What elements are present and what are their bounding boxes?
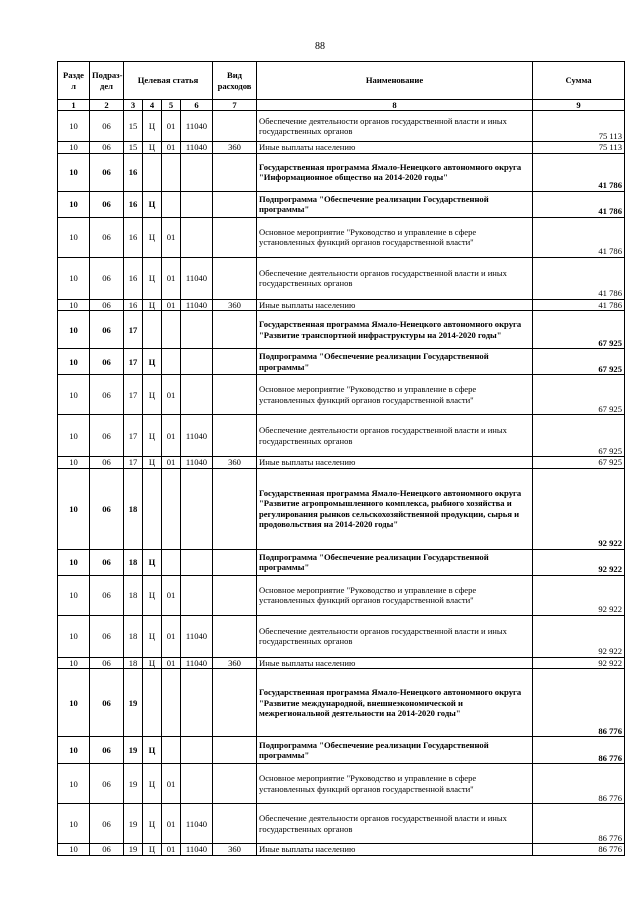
- table-row: [58, 657, 625, 668]
- name-cell: Основное мероприятие "Руководство и управление в сфере установленных функций органов государственной власти": [257, 217, 533, 257]
- measure-code-cell: [162, 468, 181, 549]
- razdel-cell: 10: [58, 764, 90, 804]
- program-code-cell: 18: [124, 549, 143, 575]
- razdel-cell: 10: [58, 153, 90, 191]
- name-cell: Государственная программа Ямало-Ненецкого автономного округа "Развитие транспортной инфраструктуры на 2014-2020 годы": [257, 311, 533, 349]
- name-cell: Основное мероприятие "Руководство и управление в сфере установленных функций органов государственной власти": [257, 375, 533, 415]
- name-cell: Иные выплаты населению: [257, 299, 533, 310]
- measure-code-cell: 01: [162, 844, 181, 855]
- header-tselevaya-statya: Целевая статья: [124, 62, 213, 100]
- vid-rashodov-cell: 360: [213, 299, 257, 310]
- program-code-cell: 19: [124, 764, 143, 804]
- table-row: [58, 764, 625, 804]
- sum-cell: 92 922: [533, 657, 625, 668]
- subprogram-code-cell: Ц: [143, 764, 162, 804]
- table-row: [58, 299, 625, 310]
- sum-cell: 67 925: [533, 375, 625, 415]
- measure-code-cell: 01: [162, 111, 181, 142]
- program-code-cell: 18: [124, 615, 143, 657]
- measure-code-cell: [162, 349, 181, 375]
- program-code-cell: 19: [124, 844, 143, 855]
- measure-code-cell: 01: [162, 217, 181, 257]
- header-naimenovanie: Наименование: [257, 62, 533, 100]
- razdel-cell: 10: [58, 142, 90, 153]
- name-cell: Основное мероприятие "Руководство и управление в сфере установленных функций органов государственной власти": [257, 575, 533, 615]
- vid-rashodov-cell: 360: [213, 142, 257, 153]
- col-number: 3: [124, 100, 143, 111]
- name-cell: Обеспечение деятельности органов государственной власти и иных государственных органов: [257, 111, 533, 142]
- table-row: [58, 575, 625, 615]
- subprogram-code-cell: [143, 468, 162, 549]
- program-code-cell: 16: [124, 217, 143, 257]
- sum-cell: 67 925: [533, 415, 625, 457]
- name-cell: Иные выплаты населению: [257, 844, 533, 855]
- direction-code-cell: 11040: [181, 615, 213, 657]
- subprogram-code-cell: [143, 311, 162, 349]
- sum-cell: 86 776: [533, 804, 625, 844]
- subprogram-code-cell: [143, 669, 162, 737]
- subprogram-code-cell: Ц: [143, 217, 162, 257]
- table-row: [58, 844, 625, 855]
- measure-code-cell: 01: [162, 575, 181, 615]
- sum-cell: 86 776: [533, 844, 625, 855]
- subprogram-code-cell: Ц: [143, 657, 162, 668]
- sum-cell: 41 786: [533, 257, 625, 299]
- podrazdel-cell: 06: [90, 737, 124, 764]
- col-number: 8: [257, 100, 533, 111]
- vid-rashodov-cell: [213, 153, 257, 191]
- podrazdel-cell: 06: [90, 415, 124, 457]
- table-row: [58, 217, 625, 257]
- podrazdel-cell: 06: [90, 311, 124, 349]
- measure-code-cell: 01: [162, 415, 181, 457]
- sum-cell: 41 786: [533, 299, 625, 310]
- table-body: [58, 111, 625, 855]
- razdel-cell: 10: [58, 457, 90, 468]
- sum-cell: 86 776: [533, 737, 625, 764]
- direction-code-cell: 11040: [181, 415, 213, 457]
- podrazdel-cell: 06: [90, 111, 124, 142]
- vid-rashodov-cell: [213, 615, 257, 657]
- measure-code-cell: 01: [162, 764, 181, 804]
- podrazdel-cell: 06: [90, 575, 124, 615]
- name-cell: Подпрограмма "Обеспечение реализации Государственной программы": [257, 737, 533, 764]
- program-code-cell: 19: [124, 669, 143, 737]
- table-row: [58, 349, 625, 375]
- vid-rashodov-cell: [213, 257, 257, 299]
- razdel-cell: 10: [58, 615, 90, 657]
- podrazdel-cell: 06: [90, 468, 124, 549]
- subprogram-code-cell: Ц: [143, 299, 162, 310]
- vid-rashodov-cell: [213, 415, 257, 457]
- sum-cell: 67 925: [533, 457, 625, 468]
- vid-rashodov-cell: [213, 349, 257, 375]
- program-code-cell: 17: [124, 311, 143, 349]
- page-number: 88: [315, 41, 325, 52]
- vid-rashodov-cell: 360: [213, 844, 257, 855]
- table-row: [58, 142, 625, 153]
- program-code-cell: 18: [124, 468, 143, 549]
- program-code-cell: 16: [124, 299, 143, 310]
- name-cell: Обеспечение деятельности органов государственной власти и иных государственных органов: [257, 615, 533, 657]
- subprogram-code-cell: Ц: [143, 257, 162, 299]
- razdel-cell: 10: [58, 299, 90, 310]
- vid-rashodov-cell: [213, 468, 257, 549]
- direction-code-cell: 11040: [181, 299, 213, 310]
- sum-cell: 75 113: [533, 142, 625, 153]
- vid-rashodov-cell: [213, 111, 257, 142]
- name-cell: Подпрограмма "Обеспечение реализации Государственной программы": [257, 191, 533, 217]
- razdel-cell: 10: [58, 349, 90, 375]
- sum-cell: 41 786: [533, 191, 625, 217]
- razdel-cell: 10: [58, 575, 90, 615]
- name-cell: Подпрограмма "Обеспечение реализации Государственной программы": [257, 549, 533, 575]
- subprogram-code-cell: Ц: [143, 575, 162, 615]
- vid-rashodov-cell: [213, 737, 257, 764]
- measure-code-cell: [162, 549, 181, 575]
- vid-rashodov-cell: [213, 669, 257, 737]
- vid-rashodov-cell: [213, 764, 257, 804]
- subprogram-code-cell: Ц: [143, 615, 162, 657]
- razdel-cell: 10: [58, 257, 90, 299]
- direction-code-cell: 11040: [181, 257, 213, 299]
- col-number: 1: [58, 100, 90, 111]
- measure-code-cell: 01: [162, 804, 181, 844]
- podrazdel-cell: 06: [90, 549, 124, 575]
- direction-code-cell: [181, 349, 213, 375]
- sum-cell: 92 922: [533, 549, 625, 575]
- measure-code-cell: [162, 191, 181, 217]
- table-row: [58, 415, 625, 457]
- direction-code-cell: 11040: [181, 657, 213, 668]
- table-row: [58, 153, 625, 191]
- direction-code-cell: [181, 375, 213, 415]
- program-code-cell: 19: [124, 737, 143, 764]
- program-code-cell: 18: [124, 575, 143, 615]
- razdel-cell: 10: [58, 415, 90, 457]
- program-code-cell: 19: [124, 804, 143, 844]
- podrazdel-cell: 06: [90, 615, 124, 657]
- podrazdel-cell: 06: [90, 804, 124, 844]
- header-podrazdel: Подраз- дел: [90, 62, 124, 100]
- direction-code-cell: 11040: [181, 111, 213, 142]
- sum-cell: 67 925: [533, 311, 625, 349]
- podrazdel-cell: 06: [90, 657, 124, 668]
- vid-rashodov-cell: [213, 311, 257, 349]
- col-number: 5: [162, 100, 181, 111]
- table-row: [58, 615, 625, 657]
- direction-code-cell: [181, 153, 213, 191]
- razdel-cell: 10: [58, 217, 90, 257]
- program-code-cell: 17: [124, 415, 143, 457]
- table-row: [58, 257, 625, 299]
- header-vid-rashodov: Вид расходов: [213, 62, 257, 100]
- vid-rashodov-cell: [213, 217, 257, 257]
- col-number: 4: [143, 100, 162, 111]
- direction-code-cell: [181, 737, 213, 764]
- subprogram-code-cell: Ц: [143, 191, 162, 217]
- razdel-cell: 10: [58, 191, 90, 217]
- measure-code-cell: [162, 311, 181, 349]
- razdel-cell: 10: [58, 657, 90, 668]
- measure-code-cell: 01: [162, 615, 181, 657]
- subprogram-code-cell: Ц: [143, 844, 162, 855]
- podrazdel-cell: 06: [90, 142, 124, 153]
- measure-code-cell: 01: [162, 657, 181, 668]
- subprogram-code-cell: Ц: [143, 737, 162, 764]
- measure-code-cell: 01: [162, 457, 181, 468]
- subprogram-code-cell: Ц: [143, 142, 162, 153]
- direction-code-cell: 11040: [181, 142, 213, 153]
- direction-code-cell: [181, 575, 213, 615]
- name-cell: Государственная программа Ямало-Ненецкого автономного округа "Развитие агропромышленного комплекса, рыбного хозяйства и регулирования рынков сельскохозяйственной продукции, сырья и продовольствия на 2014-2020 годы": [257, 468, 533, 549]
- podrazdel-cell: 06: [90, 844, 124, 855]
- podrazdel-cell: 06: [90, 191, 124, 217]
- measure-code-cell: [162, 153, 181, 191]
- vid-rashodov-cell: [213, 549, 257, 575]
- direction-code-cell: 11040: [181, 804, 213, 844]
- measure-code-cell: 01: [162, 375, 181, 415]
- vid-rashodov-cell: 360: [213, 457, 257, 468]
- table-row: [58, 311, 625, 349]
- measure-code-cell: [162, 737, 181, 764]
- sum-cell: 67 925: [533, 349, 625, 375]
- sum-cell: 92 922: [533, 468, 625, 549]
- program-code-cell: 17: [124, 375, 143, 415]
- program-code-cell: 16: [124, 191, 143, 217]
- program-code-cell: 16: [124, 153, 143, 191]
- podrazdel-cell: 06: [90, 257, 124, 299]
- table-row: [58, 457, 625, 468]
- name-cell: Обеспечение деятельности органов государственной власти и иных государственных органов: [257, 415, 533, 457]
- direction-code-cell: [181, 764, 213, 804]
- name-cell: Иные выплаты населению: [257, 142, 533, 153]
- budget-table: [57, 61, 625, 856]
- razdel-cell: 10: [58, 737, 90, 764]
- direction-code-cell: 11040: [181, 844, 213, 855]
- name-cell: Иные выплаты населению: [257, 657, 533, 668]
- direction-code-cell: [181, 191, 213, 217]
- subprogram-code-cell: Ц: [143, 457, 162, 468]
- program-code-cell: 15: [124, 111, 143, 142]
- sum-cell: 92 922: [533, 615, 625, 657]
- col-number: 2: [90, 100, 124, 111]
- table-row: [58, 804, 625, 844]
- name-cell: Обеспечение деятельности органов государственной власти и иных государственных органов: [257, 257, 533, 299]
- program-code-cell: 17: [124, 349, 143, 375]
- sum-cell: 92 922: [533, 575, 625, 615]
- sum-cell: 75 113: [533, 111, 625, 142]
- direction-code-cell: [181, 311, 213, 349]
- podrazdel-cell: 06: [90, 217, 124, 257]
- razdel-cell: 10: [58, 804, 90, 844]
- col-number: 6: [181, 100, 213, 111]
- razdel-cell: 10: [58, 669, 90, 737]
- header-razdel: Разде л: [58, 62, 90, 100]
- name-cell: Подпрограмма "Обеспечение реализации Государственной программы": [257, 349, 533, 375]
- podrazdel-cell: 06: [90, 153, 124, 191]
- measure-code-cell: 01: [162, 299, 181, 310]
- subprogram-code-cell: Ц: [143, 804, 162, 844]
- direction-code-cell: [181, 217, 213, 257]
- measure-code-cell: [162, 669, 181, 737]
- program-code-cell: 18: [124, 657, 143, 668]
- vid-rashodov-cell: [213, 804, 257, 844]
- program-code-cell: 16: [124, 257, 143, 299]
- razdel-cell: 10: [58, 549, 90, 575]
- sum-cell: 41 786: [533, 153, 625, 191]
- vid-rashodov-cell: 360: [213, 657, 257, 668]
- razdel-cell: 10: [58, 468, 90, 549]
- table-row: [58, 375, 625, 415]
- razdel-cell: 10: [58, 111, 90, 142]
- vid-rashodov-cell: [213, 375, 257, 415]
- podrazdel-cell: 06: [90, 349, 124, 375]
- podrazdel-cell: 06: [90, 764, 124, 804]
- column-number-row: [58, 100, 625, 111]
- table-row: [58, 468, 625, 549]
- table-row: [58, 737, 625, 764]
- sum-cell: 41 786: [533, 217, 625, 257]
- header-row: [58, 62, 625, 100]
- vid-rashodov-cell: [213, 191, 257, 217]
- table-row: [58, 191, 625, 217]
- name-cell: Обеспечение деятельности органов государственной власти и иных государственных органов: [257, 804, 533, 844]
- subprogram-code-cell: Ц: [143, 111, 162, 142]
- table-row: [58, 669, 625, 737]
- subprogram-code-cell: Ц: [143, 375, 162, 415]
- program-code-cell: 17: [124, 457, 143, 468]
- direction-code-cell: [181, 468, 213, 549]
- subprogram-code-cell: Ц: [143, 415, 162, 457]
- name-cell: Государственная программа Ямало-Ненецкого автономного округа "Развитие международной, внешнеэкономической и межрегиональной деятельности на 2014-2020 годы": [257, 669, 533, 737]
- razdel-cell: 10: [58, 311, 90, 349]
- podrazdel-cell: 06: [90, 457, 124, 468]
- sum-cell: 86 776: [533, 764, 625, 804]
- header-summa: Сумма: [533, 62, 625, 100]
- sum-cell: 86 776: [533, 669, 625, 737]
- program-code-cell: 15: [124, 142, 143, 153]
- table-row: [58, 549, 625, 575]
- razdel-cell: 10: [58, 844, 90, 855]
- name-cell: Государственная программа Ямало-Ненецкого автономного округа "Информационное общество на 2014-2020 годы": [257, 153, 533, 191]
- measure-code-cell: 01: [162, 142, 181, 153]
- subprogram-code-cell: [143, 153, 162, 191]
- col-number: 7: [213, 100, 257, 111]
- direction-code-cell: [181, 549, 213, 575]
- direction-code-cell: 11040: [181, 457, 213, 468]
- podrazdel-cell: 06: [90, 669, 124, 737]
- direction-code-cell: [181, 669, 213, 737]
- name-cell: Иные выплаты населению: [257, 457, 533, 468]
- name-cell: Основное мероприятие "Руководство и управление в сфере установленных функций органов государственной власти": [257, 764, 533, 804]
- vid-rashodov-cell: [213, 575, 257, 615]
- subprogram-code-cell: Ц: [143, 549, 162, 575]
- razdel-cell: 10: [58, 375, 90, 415]
- col-number: 9: [533, 100, 625, 111]
- subprogram-code-cell: Ц: [143, 349, 162, 375]
- table-row: [58, 111, 625, 142]
- podrazdel-cell: 06: [90, 299, 124, 310]
- measure-code-cell: 01: [162, 257, 181, 299]
- podrazdel-cell: 06: [90, 375, 124, 415]
